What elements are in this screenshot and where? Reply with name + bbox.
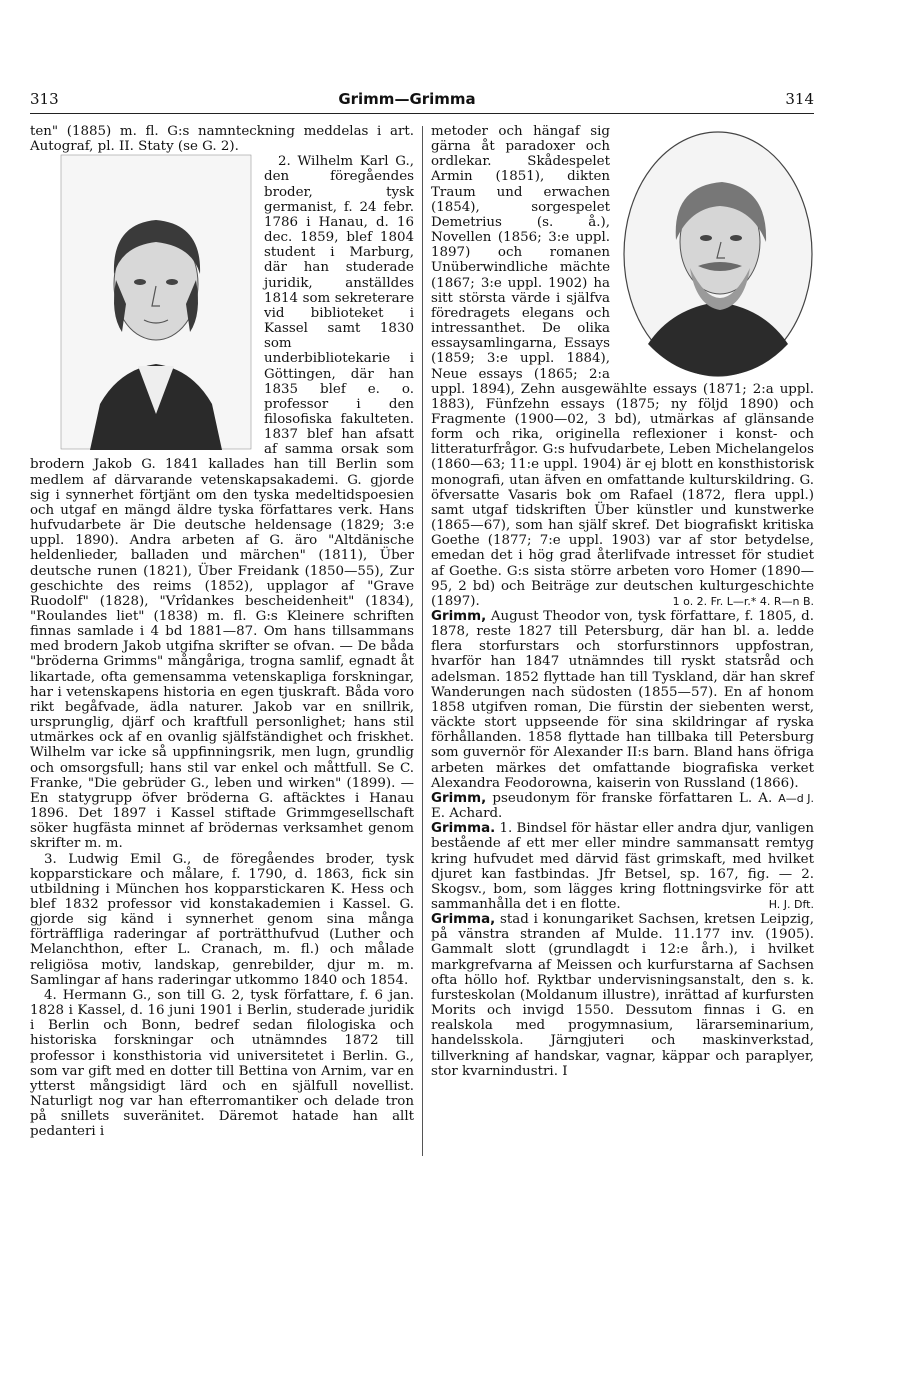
signature-2: A—d J. <box>778 791 814 805</box>
page-number-left: 313 <box>30 90 59 108</box>
entry-text: 1. Bindsel för hästar eller andra djur, vanligen bestående af ett mer eller mindre sammansatt remtyg kring hufvudet med därvid fäst grimskaft, med hvilket djuret kan fastbindas. Jfr Betsel, sp. 167, fig. — 2. Skogsv., bom, som lägges kring flottningsvirke för att sammanhålla det i en flotte. <box>431 821 815 912</box>
entry-grimm-pseudonym <box>431 791 814 821</box>
entry-text: stad i konungariket Sachsen, kretsen Leipzig, på vänstra stranden af Mulde. 11.177 inv. (1905). Gammalt slott (grundlagdt i 12:e årh.), i hvilket markgrefvarna af Meissen och kurfurstarna af Sachsen ofta höllo hof. Ryktbar undervisningsanstalt, den s. k. fursteskolan (Moldanum illustre), inrättad af kurfursten Morits och invigd 1550. Dessutom finnas i G. en realskola med progymnasium, lärarseminarium, handelsskola. Järngjuteri och maskinverkstad, tillverkning af handskar, vagnar, käppar och paraplyer, stor kvarnindustri. I <box>431 912 814 1079</box>
entry-grimma-bindsel <box>431 821 814 912</box>
right-column <box>431 124 814 1079</box>
column-divider <box>422 126 423 1156</box>
signature-3: H. J. Dft. <box>768 897 814 911</box>
running-headword: Grimm—Grimma <box>338 90 476 108</box>
entry-text: August Theodor von, tysk författare, f. 1805, d. 1878, reste 1827 till Petersburg, där han bl. a. ledde flera storfurstars och storfurstinnors uppfostran, hvarför han 1847 utnämndes till ryskt statsråd och adelsman. 1852 flyttade han till Tyskland, där han skref Wanderungen nach südosten (1855—57). En af honom 1858 utgifven roman, Die fürstin der siebenten werst, väckte stort uppseende för sina skildringar af ryska förhållanden. 1858 flyttade han tillbaka till Petersburg som guvernör för Alexander II:s barn. Bland hans öfriga arbeten märkes det omfattande biografiska verket Alexandra Feodorowna, kaiserin von Russland (1866). <box>431 609 814 791</box>
grimm-herman-continuation: metoder och hängaf sig gärna åt paradoxer och ordlekar. Skådespelet Armin (1851), dikten Traum und erwachen (1854), sorgespelet Demetrius (s. å.), Novellen (1856; 3:e uppl. 1897) och romanen Unüberwindliche mächte (1867; 3:e uppl. 1902) ha sitt största värde i själfva föredragets elegans och intressanthet. De olika essaysamlingarna, Essays (1859; 3:e uppl. 1884), Neue essays (1865; 2:a uppl. 1894), Zehn ausgewählte essays (1871; 2:a uppl. 1883), Fünfzehn essays (1875; ny följd 1890) och Fragmente (1900—02, 3 bd), utmärkas af glänsande form och rika, originella reflexioner i konst- och litteraturfrågor. G:s hufvudarbete, Leben Michelangelos (1860—63; 11:e uppl. 1904) är ej blott en konsthistorisk monografi, utan äfven en omfattande kulturskildring. G. öfversatte Vasaris bok om Rafael (1872, flera uppl.) samt utgaf tidskriften Über künstler und kunstwerke (1865—67), som han själf skref. Det biografiskt kritiska Goethe (1877; 7:e uppl. 1903) var af stor betydelse, emedan det i hög grad återlifvade intresset för studiet af Goethe. G:s sista större arbeten voro Homer (1890—95, 2 bd) och Beiträge zur deutschen kulturgeschichte (1897). <box>431 124 814 609</box>
header-rule <box>30 113 814 114</box>
entry-headword: Grimma, <box>431 912 496 928</box>
left-column <box>30 124 414 1139</box>
entry-headword: Grimm, <box>431 790 487 806</box>
entry-grimm-august <box>431 609 814 805</box>
portrait-herman-grimm <box>622 130 814 378</box>
left-paragraph-2: 2. Wilhelm Karl G., den föregåendes broder, tysk germanist, f. 24 febr. 1786 i Hanau, d. 16 dec. 1859, blef 1804 student i Marburg, där han studerade juridik, anställdes 1814 som sekreterare vid biblioteket i Kassel samt 1830 som underbibliotekarie i Göttingen, där han 1835 blef e. o. professor i den filosofiska fakulteten. 1837 blef han afsatt af samma orsak som brodern Jakob G. 1841 kallades han till Berlin som medlem af därvarande vetenskapsakademi. G. gjorde sig i synnerhet förtjänt om den tyska medeltidspoesien och utgaf en mängd äldre tyska författares verk. Hans hufvudarbete är Die deutsche heldensage (1829; 3:e uppl. 1890). Andra arbeten af G. äro "Altdänische heldenlieder, balladen und märchen" (1811), Über deutsche runen (1821), Über Freidank (1850—55), Zur geschichte des reims (1852), upplagor af "Grave Ruodolf" (1828), "Vrîdankes bescheidenheit" (1834), "Roulandes liet" (1838) m. fl. G:s Kleinere schriften finnas samlade i 4 bd 1881—87. Om hans tillsammans med brodern Jakob utgifna skrifter se ofvan. — De båda "bröderna Grimms" mångåriga, trogna samlif, egnadt åt likartade, ofta gemensamma vetenskapliga forskningar, har i vetenskapens historia en egen tjuskraft. Båda voro rikt begåfvade, ädla naturer. Jakob var en snillrik, ursprunglig, djärf och kraftfull personlighet; hans stil utmärkes ock af en ovanlig själfständighet och friskhet. Wilhelm var icke så uppfinningsrik, men lugn, grundlig och omsorgsfull; hans stil var enkel och måttfull. Se C. Franke, "Die gebrüder G., leben und wirken" (1899). — En statygrupp öfver bröderna G. aftäcktes i Hanau 1896. Det 1897 i Kassel stiftade Grimmgesellschaft söker hugfästa minnet af brödernas verksamhet genom skrifter m. m. <box>30 154 414 852</box>
signature-1: 1 o. 2. Fr. L—r.* 4. R—n B. <box>672 594 814 608</box>
entry-grimma-stad <box>431 912 814 1079</box>
entry-headword: Grimma. <box>431 821 496 837</box>
entry-text: pseudonym för franske författaren L. A. E. Achard. <box>431 790 773 822</box>
left-paragraph-4: 4. Hermann G., son till G. 2, tysk författare, f. 6 jan. 1828 i Kassel, d. 16 juni 1901 i Berlin, studerade juridik i Berlin och Bonn, bedref sedan filologiska och historiska forskningar och utnämndes 1872 till professor i konsthistoria vid universitetet i Berlin. G., som var gift med en dotter till Bettina von Arnim, var en ytterst mångsidigt lärd och en själfull novellist. Naturligt nog var han efterromantiker och delade tron på snillets suveränitet. Däremot hatade han allt pedanteri i <box>30 987 414 1140</box>
left-paragraph-3: 3. Ludwig Emil G., de föregåendes broder, tysk kopparstickare och målare, f. 1790, d. 1863, fick sin utbildning i München hos kopparstickaren K. Hess och blef 1832 professor vid konstakademien i Kassel. G. gjorde sig känd i synnerhet genom sina många förträffliga raderingar af porträtthufvud (Luther och Melanchthon, efter L. Cranach, m. fl.) och målade religiösa motiv, landskap, genrebilder, djur m. m. Samlingar af hans raderingar utkommo 1840 och 1854. <box>30 851 414 988</box>
left-paragraph-1: ten" (1885) m. fl. G:s namnteckning meddelas i art. Autograf, pl. II. Staty (se G. 2). <box>30 124 414 155</box>
entry-headword: Grimm, <box>431 609 487 624</box>
portrait-wilhelm-grimm <box>60 154 252 450</box>
page-number-right: 314 <box>785 90 814 108</box>
